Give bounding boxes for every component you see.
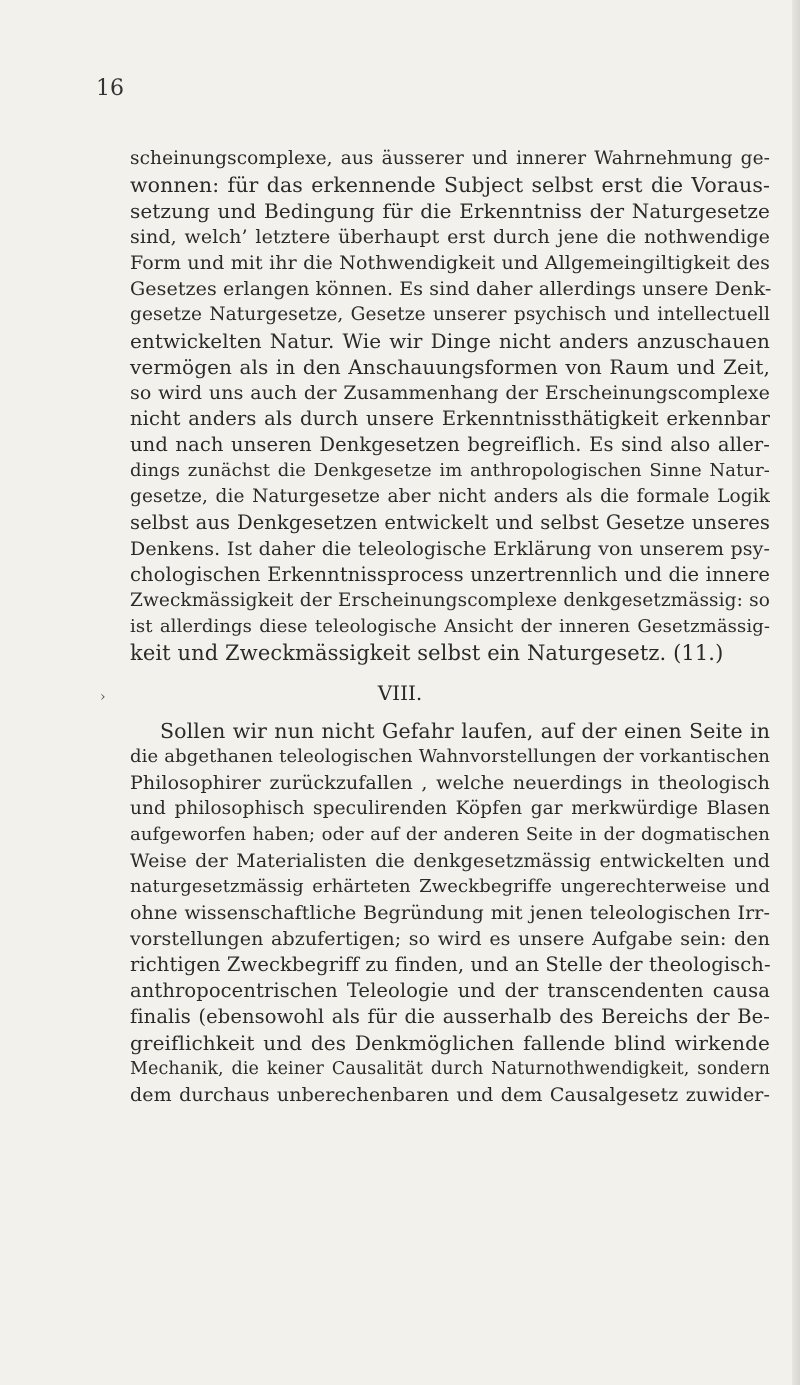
text-line: scheinungscomplexe, aus äusserer und innerer Wahrnehmung ge- bbox=[130, 148, 770, 169]
text-line: richtigen Zweckbegriff zu finden, und an Stelle der theologisch- bbox=[130, 953, 771, 976]
text-line: anthropocentrischen Teleologie und der transcendenten causa bbox=[130, 979, 770, 1002]
text-line: dem durchaus unberechenbaren und dem Causalgesetz zuwider- bbox=[130, 1084, 770, 1106]
text-line: greiflichkeit und des Denkmöglichen fallende blind wirkende bbox=[130, 1031, 770, 1055]
text-line: und philosophisch speculirenden Köpfen gar merkwürdige Blasen bbox=[130, 798, 770, 819]
text-line: nicht anders als durch unsere Erkenntnissthätigkeit erkennbar bbox=[130, 407, 770, 430]
text-line: setzung und Bedingung für die Erkenntniss der Naturgesetze bbox=[130, 199, 770, 223]
text-line: sind, welch’ letztere überhaupt erst durch jene die nothwendige bbox=[130, 226, 770, 248]
text-line: ist allerdings diese teleologische Ansicht der inneren Gesetzmässig- bbox=[130, 616, 770, 637]
text-line: die abgethanen teleologischen Wahnvorstellungen der vorkantischen bbox=[130, 746, 770, 767]
text-line: Gesetzes erlangen können. Es sind daher allerdings unsere Denk- bbox=[130, 278, 772, 300]
page-number: 16 bbox=[96, 76, 124, 101]
text-line: gesetze Naturgesetze, Gesetze unserer psychisch und intellectuell bbox=[130, 304, 770, 325]
text-line: aufgeworfen haben; oder auf der anderen Seite in der dogmatischen bbox=[130, 824, 770, 845]
text-line: und nach unseren Denkgesetzen begreiflich. Es sind also aller- bbox=[130, 433, 770, 456]
section-heading: VIII. bbox=[377, 681, 423, 705]
text-line: Mechanik, die keiner Causalität durch Naturnothwendigkeit, sondern bbox=[130, 1059, 770, 1079]
text-line: Philosophirer zurückzufallen , welche neuerdings in theologisch bbox=[130, 772, 770, 794]
text-line: selbst aus Denkgesetzen entwickelt und selbst Gesetze unseres bbox=[130, 511, 770, 534]
text-line: gesetze, die Naturgesetze aber nicht anders als die formale Logik bbox=[130, 486, 770, 507]
text-line: Zweckmässigkeit der Erscheinungscomplexe denkgesetzmässig: so bbox=[130, 590, 770, 611]
margin-mark: › bbox=[100, 689, 106, 705]
text-line: vermögen als in den Anschauungsformen von Raum und Zeit, bbox=[130, 355, 770, 379]
text-line: naturgesetzmässig erhärteten Zweckbegriffe ungerechterweise und bbox=[130, 876, 770, 897]
text-line: Sollen wir nun nicht Gefahr laufen, auf der einen Seite in bbox=[160, 719, 770, 743]
text-line: so wird uns auch der Zusammenhang der Erscheinungscomplexe bbox=[130, 382, 770, 404]
text-line: ohne wissenschaftliche Begründung mit jenen teleologischen Irr- bbox=[130, 902, 770, 924]
text-line: Form und mit ihr die Nothwendigkeit und Allgemeingiltigkeit des bbox=[130, 252, 770, 274]
text-line: keit und Zweckmässigkeit selbst ein Naturgesetz. (11.) bbox=[130, 641, 724, 665]
text-line: Denkens. Ist daher die teleologische Erklärung von unserem psy- bbox=[130, 538, 770, 560]
text-line: vorstellungen abzufertigen; so wird es unsere Aufgabe sein: den bbox=[130, 928, 770, 950]
text-line: entwickelten Natur. Wie wir Dinge nicht anders anzuschauen bbox=[130, 329, 770, 353]
text-line: finalis (ebensowohl als für die ausserhalb des Bereichs der Be- bbox=[130, 1005, 770, 1028]
page-edge bbox=[792, 0, 800, 1385]
text-line: wonnen: für das erkennende Subject selbst erst die Voraus- bbox=[130, 173, 770, 197]
text-line: chologischen Erkenntnissprocess unzertrennlich und die innere bbox=[130, 563, 770, 586]
text-line: dings zunächst die Denkgesetze im anthropologischen Sinne Natur- bbox=[130, 460, 770, 481]
text-line: Weise der Materialisten die denkgesetzmässig entwickelten und bbox=[130, 850, 770, 872]
